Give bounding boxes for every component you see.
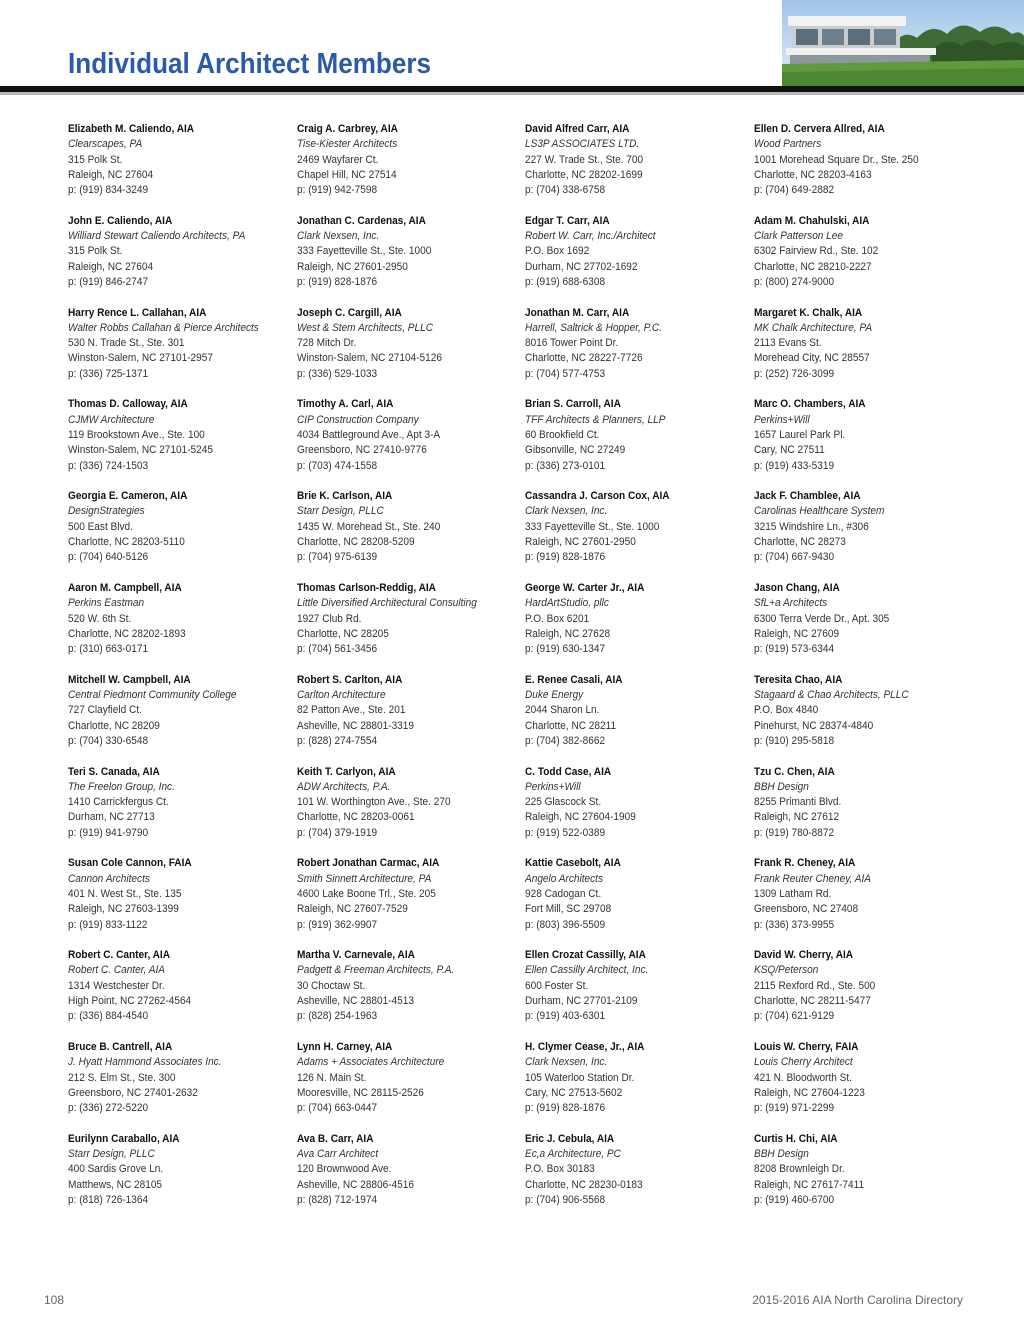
member-firm: Cannon Architects xyxy=(68,872,150,885)
member-firm: Walter Robbs Callahan & Pierce Architects xyxy=(68,321,259,334)
member-address: 928 Cadogan Ct. xyxy=(525,887,602,900)
member-city: Cary, NC 27513-5602 xyxy=(525,1086,623,1099)
member-phone: p: (703) 474-1558 xyxy=(296,459,377,472)
member-name: Georgia E. Cameron, AIA xyxy=(68,490,188,503)
member-name: David W. Cherry, AIA xyxy=(753,949,853,962)
header-rule-shadow xyxy=(0,92,1024,95)
member-phone: p: (336) 724-1503 xyxy=(68,459,149,472)
member-name: Bruce B. Cantrell, AIA xyxy=(68,1040,173,1053)
member-name: Timothy A. Carl, AIA xyxy=(296,398,393,411)
member-firm: BBH Design xyxy=(753,1148,809,1161)
member-firm: J. Hyatt Hammond Associates Inc. xyxy=(68,1056,222,1069)
member-firm: Clark Patterson Lee xyxy=(753,230,843,243)
member-firm: Starr Design, PLLC xyxy=(296,505,384,518)
member-entry xyxy=(525,122,754,214)
member-entry xyxy=(68,122,297,214)
member-firm: MK Chalk Architecture, PA xyxy=(753,321,872,334)
member-city: Raleigh, NC 27601-2950 xyxy=(296,260,408,273)
member-firm: Perkins+Will xyxy=(525,780,581,793)
member-firm: Carlton Architecture xyxy=(296,689,386,702)
member-firm: Frank Reuter Cheney, AIA xyxy=(753,872,871,885)
member-firm: Stagaard & Chao Architects, PLLC xyxy=(753,689,909,702)
member-address: 8255 Primanti Blvd. xyxy=(753,796,841,809)
member-phone: p: (704) 640-5126 xyxy=(68,551,149,564)
member-phone: p: (818) 726-1364 xyxy=(68,1193,149,1206)
member-address: 400 Sardis Grove Ln. xyxy=(68,1163,164,1176)
member-entry xyxy=(754,489,983,581)
member-city: Raleigh, NC 27604 xyxy=(68,168,154,181)
member-city: High Point, NC 27262-4564 xyxy=(68,995,192,1008)
member-entry xyxy=(525,1132,754,1224)
member-entry xyxy=(525,856,754,948)
member-name: Jack F. Chamblee, AIA xyxy=(753,490,861,503)
member-phone: p: (704) 379-1919 xyxy=(296,826,377,839)
member-firm: Wood Partners xyxy=(753,138,821,151)
member-firm: ADW Architects, P.A. xyxy=(296,780,390,793)
member-city: Greensboro, NC 27401-2632 xyxy=(68,1086,198,1099)
member-firm: BBH Design xyxy=(753,780,809,793)
member-name: George W. Carter Jr., AIA xyxy=(525,581,645,594)
member-entry xyxy=(525,1040,754,1132)
member-phone: p: (919) 971-2299 xyxy=(753,1102,834,1115)
member-name: Aaron M. Campbell, AIA xyxy=(68,581,182,594)
member-firm: Perkins Eastman xyxy=(68,597,145,610)
member-entry xyxy=(68,214,297,306)
member-entry xyxy=(754,306,983,398)
member-city: Fort Mill, SC 29708 xyxy=(525,903,612,916)
member-entry xyxy=(754,948,983,1040)
member-entry xyxy=(68,856,297,948)
member-address: 2113 Evans St. xyxy=(753,337,822,350)
member-entry xyxy=(68,673,297,765)
member-firm: Ellen Cassilly Architect, Inc. xyxy=(525,964,649,977)
member-entry xyxy=(297,948,526,1040)
member-address: 520 W. 6th St. xyxy=(68,612,132,625)
member-phone: p: (919) 433-5319 xyxy=(753,459,834,472)
member-city: Raleigh, NC 27617-7411 xyxy=(753,1178,864,1191)
member-address: 4034 Battleground Ave., Apt 3-A xyxy=(296,428,440,441)
member-address: P.O. Box 6201 xyxy=(525,612,590,625)
member-city: Winston-Salem, NC 27101-2957 xyxy=(68,352,213,365)
member-entry xyxy=(297,1040,526,1132)
member-city: Winston-Salem, NC 27104-5126 xyxy=(296,352,442,365)
member-address: 1001 Morehead Square Dr., Ste. 250 xyxy=(753,153,919,166)
publication-title: 2015-2016 AIA North Carolina Directory xyxy=(752,1293,963,1307)
member-phone: p: (919) 362-9907 xyxy=(296,918,377,931)
member-name: Ellen Crozat Cassilly, AIA xyxy=(525,949,646,962)
member-name: Eric J. Cebula, AIA xyxy=(525,1132,615,1145)
member-firm: Angelo Architects xyxy=(525,872,603,885)
member-address: 3215 Windshire Ln., #306 xyxy=(753,520,869,533)
member-firm: Robert W. Carr, Inc./Architect xyxy=(525,230,656,243)
member-entry xyxy=(525,765,754,857)
member-name: Robert C. Canter, AIA xyxy=(68,949,171,962)
member-name: John E. Caliendo, AIA xyxy=(68,214,173,227)
member-name: Marc O. Chambers, AIA xyxy=(753,398,866,411)
member-phone: p: (336) 529-1033 xyxy=(296,367,377,380)
member-address: 101 W. Worthington Ave., Ste. 270 xyxy=(296,796,451,809)
member-phone: p: (336) 884-4540 xyxy=(68,1010,149,1023)
member-address: 2115 Rexford Rd., Ste. 500 xyxy=(753,979,875,992)
member-city: Mooresville, NC 28115-2526 xyxy=(296,1086,424,1099)
member-entry xyxy=(754,214,983,306)
member-city: Durham, NC 27713 xyxy=(68,811,155,824)
member-city: Charlotte, NC 28211-5477 xyxy=(753,995,871,1008)
member-city: Raleigh, NC 27604-1909 xyxy=(525,811,636,824)
member-firm: DesignStrategies xyxy=(68,505,145,518)
member-city: Cary, NC 27511 xyxy=(753,444,825,457)
member-entry xyxy=(754,765,983,857)
member-firm: HardArtStudio, pllc xyxy=(525,597,609,610)
member-city: Durham, NC 27701-2109 xyxy=(525,995,638,1008)
member-address: 1435 W. Morehead St., Ste. 240 xyxy=(296,520,440,533)
member-name: Teri S. Canada, AIA xyxy=(68,765,160,778)
member-address: 120 Brownwood Ave. xyxy=(296,1163,391,1176)
member-name: Frank R. Cheney, AIA xyxy=(753,857,855,870)
member-phone: p: (336) 373-9955 xyxy=(753,918,834,931)
member-city: Charlotte, NC 28205 xyxy=(296,627,389,640)
member-address: 60 Brookfield Ct. xyxy=(525,428,600,441)
member-firm: Carolinas Healthcare System xyxy=(753,505,884,518)
member-phone: p: (919) 942-7598 xyxy=(296,184,377,197)
member-city: Charlotte, NC 28203-5110 xyxy=(68,536,185,549)
member-name: Robert S. Carlton, AIA xyxy=(296,673,402,686)
member-city: Charlotte, NC 28203-4163 xyxy=(753,168,872,181)
member-firm: Clearscapes, PA xyxy=(68,138,143,151)
member-name: Ava B. Carr, AIA xyxy=(296,1132,373,1145)
member-firm: CJMW Architecture xyxy=(68,413,155,426)
member-phone: p: (919) 828-1876 xyxy=(525,551,606,564)
member-name: Cassandra J. Carson Cox, AIA xyxy=(525,490,670,503)
member-city: Charlotte, NC 28209 xyxy=(68,719,160,732)
member-name: Mitchell W. Campbell, AIA xyxy=(68,673,191,686)
member-phone: p: (919) 688-6308 xyxy=(525,275,606,288)
member-phone: p: (919) 403-6301 xyxy=(525,1010,606,1023)
member-address: 6300 Terra Verde Dr., Apt. 305 xyxy=(753,612,889,625)
member-name: David Alfred Carr, AIA xyxy=(525,123,630,135)
member-firm: Smith Sinnett Architecture, PA xyxy=(296,872,431,885)
member-name: C. Todd Case, AIA xyxy=(525,765,612,778)
member-address: 126 N. Main St. xyxy=(296,1071,366,1084)
member-address: 500 East Blvd. xyxy=(68,520,133,533)
member-address: 315 Polk St. xyxy=(68,245,123,258)
member-entry xyxy=(297,673,526,765)
member-entry xyxy=(525,489,754,581)
member-address: 119 Brookstown Ave., Ste. 100 xyxy=(68,428,205,441)
page-number: 108 xyxy=(44,1293,65,1307)
member-city: Raleigh, NC 27604-1223 xyxy=(753,1086,865,1099)
member-phone: p: (919) 941-9790 xyxy=(68,826,149,839)
member-entry xyxy=(754,1132,983,1224)
member-city: Charlotte, NC 28230-0183 xyxy=(525,1178,643,1191)
member-phone: p: (336) 273-0101 xyxy=(525,459,606,472)
member-firm: Ava Carr Architect xyxy=(296,1148,378,1161)
member-address: 401 N. West St., Ste. 135 xyxy=(68,887,182,900)
member-name: Ellen D. Cervera Allred, AIA xyxy=(753,123,885,135)
member-name: Edgar T. Carr, AIA xyxy=(525,214,610,227)
member-address: 30 Choctaw St. xyxy=(296,979,365,992)
member-city: Charlotte, NC 28227-7726 xyxy=(525,352,643,365)
member-name: Eurilynn Caraballo, AIA xyxy=(68,1132,180,1145)
member-firm: LS3P ASSOCIATES LTD. xyxy=(525,138,640,151)
member-address: 8208 Brownleigh Dr. xyxy=(753,1163,845,1176)
member-firm: Louis Cherry Architect xyxy=(753,1056,853,1069)
member-firm: Starr Design, PLLC xyxy=(68,1148,155,1161)
member-entry xyxy=(68,581,297,673)
member-firm: Padgett & Freeman Architects, P.A. xyxy=(296,964,454,977)
member-name: Elizabeth M. Caliendo, AIA xyxy=(68,123,195,135)
member-phone: p: (919) 846-2747 xyxy=(68,275,149,288)
member-city: Charlotte, NC 28208-5209 xyxy=(296,536,415,549)
member-address: 2469 Wayfarer Ct. xyxy=(296,153,378,166)
member-city: Raleigh, NC 27601-2950 xyxy=(525,536,636,549)
member-city: Charlotte, NC 28203-0061 xyxy=(296,811,415,824)
member-entry xyxy=(297,581,526,673)
member-city: Matthews, NC 28105 xyxy=(68,1178,163,1191)
member-name: Martha V. Carnevale, AIA xyxy=(296,949,415,962)
member-phone: p: (704) 906-5568 xyxy=(525,1193,606,1206)
member-entry xyxy=(68,306,297,398)
member-directory xyxy=(68,122,998,1224)
member-firm: TFF Architects & Planners, LLP xyxy=(525,413,666,426)
member-phone: p: (336) 725-1371 xyxy=(68,367,149,380)
member-address: 225 Glascock St. xyxy=(525,796,602,809)
member-name: Curtis H. Chi, AIA xyxy=(753,1132,838,1145)
member-address: 227 W. Trade St., Ste. 700 xyxy=(525,153,644,166)
member-phone: p: (919) 522-0389 xyxy=(525,826,606,839)
member-entry xyxy=(68,765,297,857)
member-entry xyxy=(68,948,297,1040)
member-entry xyxy=(297,397,526,489)
member-firm: Adams + Associates Architecture xyxy=(296,1056,444,1069)
member-firm: Harrell, Saltrick & Hopper, P.C. xyxy=(525,321,662,334)
member-address: 421 N. Bloodworth St. xyxy=(753,1071,852,1084)
member-address: P.O. Box 1692 xyxy=(525,245,590,258)
member-city: Asheville, NC 28801-4513 xyxy=(296,995,414,1008)
member-firm: West & Stem Architects, PLLC xyxy=(296,321,433,334)
member-name: Jonathan M. Carr, AIA xyxy=(525,306,630,319)
member-phone: p: (919) 828-1876 xyxy=(525,1102,606,1115)
member-city: Charlotte, NC 28202-1699 xyxy=(525,168,643,181)
member-entry xyxy=(297,306,526,398)
member-entry xyxy=(525,397,754,489)
member-name: Susan Cole Cannon, FAIA xyxy=(68,857,192,870)
member-entry xyxy=(68,1040,297,1132)
member-address: 530 N. Trade St., Ste. 301 xyxy=(68,337,185,350)
member-phone: p: (252) 726-3099 xyxy=(753,367,834,380)
member-name: Thomas D. Calloway, AIA xyxy=(68,398,188,411)
member-firm: SfL+a Architects xyxy=(753,597,827,610)
member-phone: p: (310) 663-0171 xyxy=(68,643,149,656)
member-entry xyxy=(754,1040,983,1132)
member-phone: p: (704) 577-4753 xyxy=(525,367,606,380)
member-phone: p: (800) 274-9000 xyxy=(753,275,834,288)
member-phone: p: (704) 975-6139 xyxy=(296,551,377,564)
member-address: 315 Polk St. xyxy=(68,153,123,166)
member-city: Winston-Salem, NC 27101-5245 xyxy=(68,444,213,457)
member-entry xyxy=(68,397,297,489)
member-address: 333 Fayetteville St., Ste. 1000 xyxy=(525,520,660,533)
member-entry xyxy=(754,122,983,214)
member-name: Craig A. Carbrey, AIA xyxy=(296,123,398,135)
member-name: Louis W. Cherry, FAIA xyxy=(753,1040,858,1053)
member-city: Raleigh, NC 27612 xyxy=(753,811,839,824)
member-phone: p: (828) 274-7554 xyxy=(296,734,377,747)
member-phone: p: (704) 330-6548 xyxy=(68,734,149,747)
member-phone: p: (919) 834-3249 xyxy=(68,184,149,197)
member-name: Thomas Carlson-Reddig, AIA xyxy=(296,581,436,594)
member-entry xyxy=(525,306,754,398)
member-entry xyxy=(754,856,983,948)
member-address: P.O. Box 30183 xyxy=(525,1163,595,1176)
member-phone: p: (336) 272-5220 xyxy=(68,1102,149,1115)
page-title: Individual Architect Members xyxy=(68,48,432,80)
member-address: 727 Clayfield Ct. xyxy=(68,704,142,717)
member-phone: p: (828) 712-1974 xyxy=(296,1193,377,1206)
member-address: 1657 Laurel Park Pl. xyxy=(753,428,845,441)
member-address: 82 Patton Ave., Ste. 201 xyxy=(296,704,405,717)
member-name: Jason Chang, AIA xyxy=(753,581,840,594)
member-entry xyxy=(297,856,526,948)
member-name: Robert Jonathan Carmac, AIA xyxy=(296,857,439,870)
member-city: Greensboro, NC 27408 xyxy=(753,903,858,916)
member-phone: p: (704) 338-6758 xyxy=(525,184,606,197)
member-address: 1410 Carrickfergus Ct. xyxy=(68,796,169,809)
member-address: 105 Waterloo Station Dr. xyxy=(525,1071,635,1084)
member-entry xyxy=(297,489,526,581)
member-entry xyxy=(754,673,983,765)
member-city: Chapel Hill, NC 27514 xyxy=(296,168,397,181)
member-city: Charlotte, NC 28273 xyxy=(753,536,846,549)
member-phone: p: (919) 630-1347 xyxy=(525,643,606,656)
member-city: Morehead City, NC 28557 xyxy=(753,352,870,365)
member-address: 728 Mitch Dr. xyxy=(296,337,356,350)
member-name: Adam M. Chahulski, AIA xyxy=(753,214,869,227)
member-firm: Central Piedmont Community College xyxy=(68,689,237,702)
member-entry xyxy=(525,673,754,765)
member-entry xyxy=(754,581,983,673)
member-firm: Clark Nexsen, Inc. xyxy=(296,230,379,243)
member-address: 600 Foster St. xyxy=(525,979,589,992)
member-name: Margaret K. Chalk, AIA xyxy=(753,306,862,319)
member-entry xyxy=(297,765,526,857)
member-city: Raleigh, NC 27628 xyxy=(525,627,611,640)
member-firm: Little Diversified Architectural Consulting xyxy=(296,597,477,610)
building-photo-icon xyxy=(782,0,1024,86)
member-address: 1309 Latham Rd. xyxy=(753,887,831,900)
member-firm: Robert C. Canter, AIA xyxy=(68,964,166,977)
member-name: Teresita Chao, AIA xyxy=(753,673,842,686)
member-name: H. Clymer Cease, Jr., AIA xyxy=(525,1040,645,1053)
member-name: Brie K. Carlson, AIA xyxy=(296,490,392,503)
member-firm: Ec,a Architecture, PC xyxy=(525,1148,621,1161)
member-city: Raleigh, NC 27609 xyxy=(753,627,839,640)
member-phone: p: (704) 663-0447 xyxy=(296,1102,377,1115)
member-address: 1314 Westchester Dr. xyxy=(68,979,165,992)
member-city: Raleigh, NC 27603-1399 xyxy=(68,903,179,916)
member-firm: Tise-Kiester Architects xyxy=(296,138,397,151)
member-name: Brian S. Carroll, AIA xyxy=(525,398,621,411)
member-name: Harry Rence L. Callahan, AIA xyxy=(68,306,207,319)
member-name: Keith T. Carlyon, AIA xyxy=(296,765,396,778)
member-name: Kattie Casebolt, AIA xyxy=(525,857,621,870)
member-entry xyxy=(68,1132,297,1224)
member-address: 1927 Club Rd. xyxy=(296,612,361,625)
member-phone: p: (704) 649-2882 xyxy=(753,184,834,197)
page-header xyxy=(0,0,1024,96)
member-phone: p: (803) 396-5509 xyxy=(525,918,606,931)
member-name: Lynn H. Carney, AIA xyxy=(296,1040,392,1053)
member-address: 6302 Fairview Rd., Ste. 102 xyxy=(753,245,878,258)
member-firm: Williard Stewart Caliendo Architects, PA xyxy=(68,230,246,243)
member-city: Greensboro, NC 27410-9776 xyxy=(296,444,427,457)
member-address: P.O. Box 4840 xyxy=(753,704,818,717)
member-phone: p: (704) 621-9129 xyxy=(753,1010,834,1023)
member-entry xyxy=(525,948,754,1040)
member-city: Asheville, NC 28806-4516 xyxy=(296,1178,414,1191)
member-entry xyxy=(754,397,983,489)
member-entry xyxy=(297,1132,526,1224)
member-phone: p: (704) 382-8662 xyxy=(525,734,606,747)
member-name: Joseph C. Cargill, AIA xyxy=(296,306,402,319)
member-firm: The Freelon Group, Inc. xyxy=(68,780,175,793)
member-firm: Perkins+Will xyxy=(753,413,810,426)
member-firm: Clark Nexsen, Inc. xyxy=(525,1056,608,1069)
member-name: E. Renee Casali, AIA xyxy=(525,673,623,686)
member-city: Pinehurst, NC 28374-4840 xyxy=(753,719,873,732)
member-city: Durham, NC 27702-1692 xyxy=(525,260,638,273)
member-firm: Duke Energy xyxy=(525,689,584,702)
member-city: Raleigh, NC 27604 xyxy=(68,260,154,273)
member-entry xyxy=(297,214,526,306)
member-address: 2044 Sharon Ln. xyxy=(525,704,600,717)
member-entry xyxy=(525,214,754,306)
member-entry xyxy=(297,122,526,214)
member-phone: p: (919) 573-6344 xyxy=(753,643,834,656)
member-city: Raleigh, NC 27607-7529 xyxy=(296,903,408,916)
member-name: Jonathan C. Cardenas, AIA xyxy=(296,214,426,227)
member-address: 8016 Tower Point Dr. xyxy=(525,337,619,350)
member-entry xyxy=(68,489,297,581)
member-name: Tzu C. Chen, AIA xyxy=(753,765,835,778)
member-phone: p: (704) 561-3456 xyxy=(296,643,377,656)
member-firm: Clark Nexsen, Inc. xyxy=(525,505,608,518)
member-city: Gibsonville, NC 27249 xyxy=(525,444,626,457)
member-phone: p: (910) 295-5818 xyxy=(753,734,834,747)
member-address: 4600 Lake Boone Trl., Ste. 205 xyxy=(296,887,436,900)
member-phone: p: (919) 833-1122 xyxy=(68,918,148,931)
member-entry xyxy=(525,581,754,673)
member-city: Charlotte, NC 28202-1893 xyxy=(68,627,186,640)
member-firm: KSQ/Peterson xyxy=(753,964,818,977)
member-phone: p: (919) 460-6700 xyxy=(753,1193,834,1206)
member-phone: p: (704) 667-9430 xyxy=(753,551,834,564)
member-phone: p: (919) 828-1876 xyxy=(296,275,377,288)
member-phone: p: (828) 254-1963 xyxy=(296,1010,377,1023)
member-address: 212 S. Elm St., Ste. 300 xyxy=(68,1071,176,1084)
member-city: Asheville, NC 28801-3319 xyxy=(296,719,414,732)
member-city: Charlotte, NC 28211 xyxy=(525,719,617,732)
member-phone: p: (919) 780-8872 xyxy=(753,826,834,839)
member-address: 333 Fayetteville St., Ste. 1000 xyxy=(296,245,431,258)
member-firm: CIP Construction Company xyxy=(296,413,419,426)
member-city: Charlotte, NC 28210-2227 xyxy=(753,260,872,273)
